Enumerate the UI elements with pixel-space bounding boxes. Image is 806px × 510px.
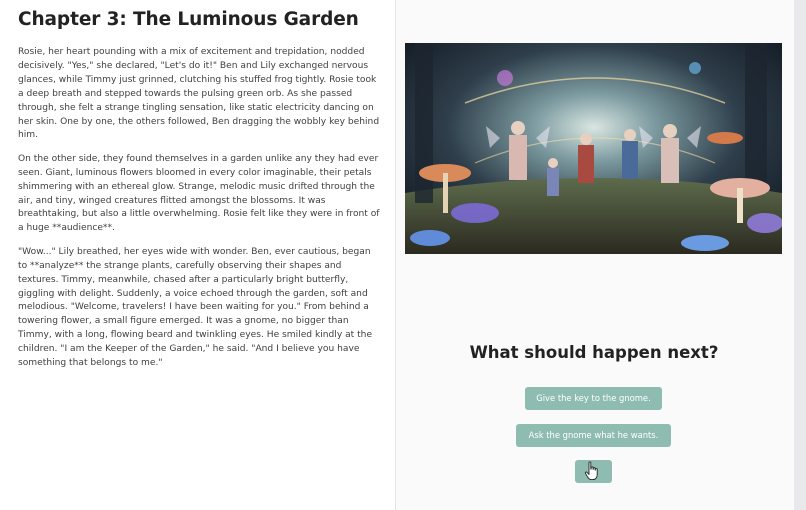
story-text — [18, 46, 380, 380]
ask-gnome-button[interactable]: Ask the gnome what he wants. — [516, 424, 671, 447]
give-key-button[interactable]: Give the key to the gnome. — [525, 387, 662, 410]
story-illustration — [405, 43, 782, 254]
story-paragraph: Rosie, her heart pounding with a mix of excitement and trepidation, nodded decisively. "Yes," she declared, "Let's do it!" Ben and Lily exchanged nervous glances, while Timmy just grinned, clutching his stuffed frog tightly. Rosie took a deep breath and stepped towards the pulsing green orb. As she passed through, she felt a strange tingling sensation, like static electricity dancing on her skin. One by one, the others followed, Ben dragging the wobbly key behind him. — [18, 47, 380, 141]
next-step-question: What should happen next? — [469, 343, 719, 362]
story-paragraph: "Wow..." Lily breathed, her eyes wide with wonder. Ben, ever cautious, began to **analyze** the strange plants, carefully observing their shapes and textures. Timmy, meanwhile, chased after a particularly bright butterfly, giggling with delight. Suddenly, a voice echoed through the garden, soft and melodious. "Welcome, travelers! I have been waiting for you." From behind a towering flower, a small figure emerged. It was a gnome, no bigger than Timmy, with a long, flowing beard and twinkling eyes. He smiled kindly at the children. "I am the Keeper of the Garden," he said. "And I believe you have something that belongs to me." — [18, 246, 373, 369]
chapter-title: Chapter 3: The Luminous Garden — [18, 9, 359, 30]
story-paragraph: On the other side, they found themselves in a garden unlike any they had ever seen. Giant, luminous flowers bloomed in every color imaginable, their petals shimmering with an ethereal glow. Strange, melodic music drifted through the air, and tiny, winged creatures flitted amongst the blossoms. It was breathtaking, but also a little overwhelming. Rosie felt like they were in front of a huge **audience**. — [18, 153, 380, 234]
window-scrollbar[interactable] — [794, 0, 806, 510]
story-panel — [0, 0, 395, 510]
hand-pointer-icon — [584, 461, 600, 481]
